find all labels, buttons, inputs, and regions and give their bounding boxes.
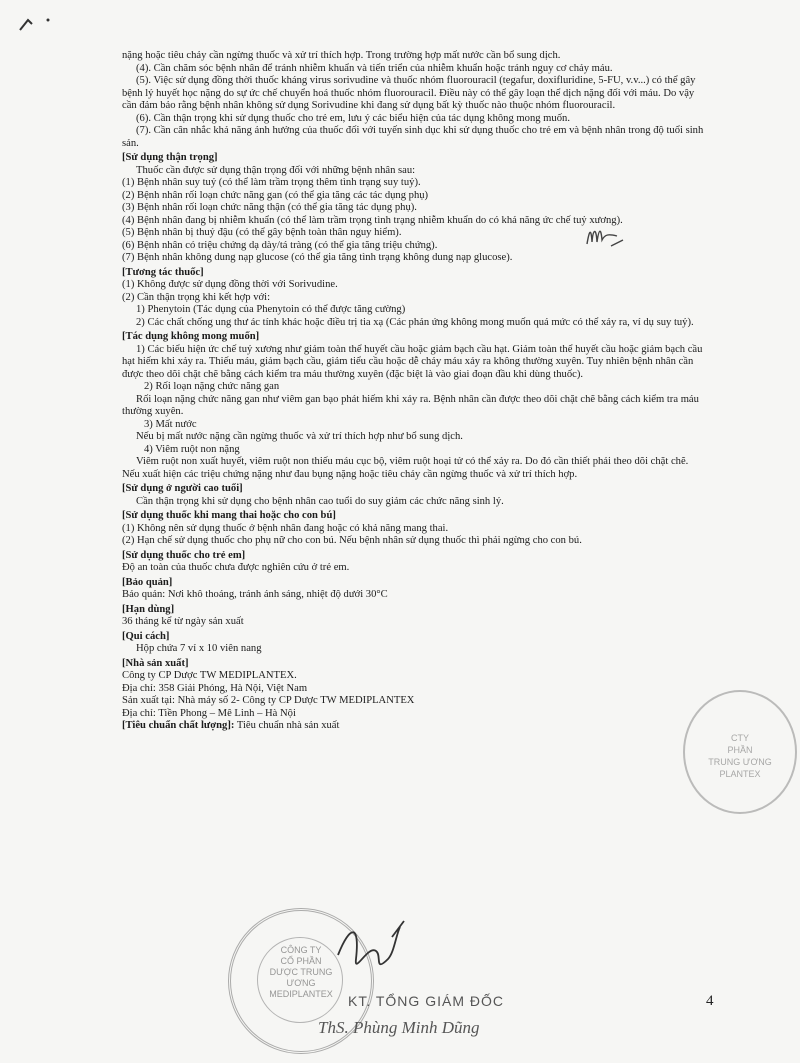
quality-text: Tiêu chuẩn nhà sản xuất [236,720,340,731]
text-line: (7). Cần cân nhắc khả năng ảnh hưởng của thuốc đối với tuyến sinh dục khi sử dụng thuốc cho trẻ em và bệnh nhân trong độ tuổi sinh sản. [122,125,704,149]
caution-item: (5) Bệnh nhân bị thuỷ đậu (có thể gây bệnh toàn thân nguy hiểm). [122,227,402,238]
adverse-paragraph: Nếu bị mất nước nặng cần ngừng thuốc và xử trí thích hợp như bổ sung dịch. [136,431,463,442]
text-line: (4). Cần chăm sóc bệnh nhân để tránh nhiễm khuẩn và tiến triển của nhiễm khuẩn hoặc tránh nguy cơ chảy máu. [136,62,613,74]
stamp-text [705,732,775,780]
section-heading-pregnancy: [Sử dụng thuốc khi mang thai hoặc cho con bú] [122,510,336,521]
caution-item: (6) Bệnh nhân có triệu chứng dạ dày/tá tràng (có thể gia tăng triệu chứng). [122,239,438,251]
pregnancy-item: (1) Không nên sử dụng thuốc ở bệnh nhân đang hoặc có khả năng mang thai. [122,522,449,534]
section-heading-adverse: [Tác dụng không mong muốn] [122,331,260,342]
pregnancy-item: (2) Hạn chế sử dụng thuốc cho phụ nữ cho con bú. Nếu bệnh nhân sử dụng thuốc thì phải ngừng cho con bú. [122,535,582,546]
packaging-text: Hộp chứa 7 vỉ x 10 viên nang [136,643,262,654]
adverse-paragraph: Viêm ruột non xuất huyết, viêm ruột non thiếu máu cục bộ, viêm ruột hoại tử có thể xảy ra. Do đó cần thiết phải theo dõi chặt chẽ. Nếu xuất hiện các triệu chứng nặng như đau bụng nặng hoặc tiêu chảy cần ngừng thuốc và xử trí thích hợp. [122,456,689,480]
adverse-paragraph: Rối loạn nặng chức năng gan như viêm gan bạo phát hiếm khi xảy ra. Bệnh nhân cần được theo dõi chặt chẽ bằng cách kiểm tra máu thường xuyên. [122,393,699,417]
stamp-line: PLANTEX [719,769,761,779]
text-line: (6). Cần thận trọng khi sử dụng thuốc cho trẻ em, lưu ý các biểu hiện của tác dụng không mong muốn. [136,112,570,124]
elderly-text: Cần thận trọng khi sử dụng cho bệnh nhân cao tuổi do suy giảm các chức năng sinh lý. [136,495,504,507]
caution-item: (7) Bệnh nhân không dung nạp glucose (có thể gia tăng tình trạng không dung nạp glucose). [122,252,513,263]
stamp-line: CỔ PHẦN [280,956,322,966]
adverse-paragraph: 1) Các biểu hiện ức chế tuỷ xương như giảm toàn thể huyết cầu hoặc giảm bạch cầu hạt. Giảm toàn thể huyết cầu hoặc giảm bạch cầu hạt hiếm khi xảy ra. Thiếu máu, giảm bạch cầu, giảm tiểu cầu hoặc dễ chảy máu xảy ra không thường xuyên. Tuy nhiên bệnh nhân cần được theo dõi chặt chẽ bằng cách kiểm tra máu thường xuyên (đặc biệt là vào giai đoạn đầu khi dùng thuốc). [122,343,703,380]
children-text: Độ an toàn của thuốc chưa được nghiên cứu ở trẻ em. [122,562,350,573]
signatory-name: ThS. Phùng Minh Dũng [318,1018,480,1037]
text-line: (5). Việc sử dụng đồng thời thuốc kháng virus sorivudine và thuốc nhóm fluorouracil (tegafur, doxifluridine, 5-FU, v.v...) có thể gây bệnh lý huyết học nặng do sự ức chế chuyển hoá thuốc nhóm fluorouracil. Điều này có thể gây loạn thể dịch nặng đối với máu. Do vậy cần đảm bảo rằng bệnh nhân không sử dụng Sorivudine khi đang sử dụng bất kỳ thuốc nào thuộc nhóm fluorouracil. [122,75,696,111]
manufacturer-address: Địa chỉ: 358 Giải Phóng, Hà Nội, Việt Nam [122,682,308,694]
stamp-line: TRUNG ƯƠNG [708,757,772,767]
company-stamp-partial [683,690,797,814]
interaction-subitem: 1) Phenytoin (Tác dụng của Phenytoin có thể được tăng cường) [136,304,406,315]
stamp-text [261,945,341,1000]
expiry-text: 36 tháng kể từ ngày sản xuất [122,616,244,627]
manufacturer-factory: Sản xuất tại: Nhà máy số 2- Công ty CP Dược TW MEDIPLANTEX [122,695,415,706]
section-heading-caution: [Sử dụng thận trọng] [122,152,218,163]
section-heading-manufacturer: [Nhà sản xuất] [122,657,189,669]
interaction-item: (1) Không được sử dụng đồng thời với Sorivudine. [122,279,338,290]
adverse-subheading: 4) Viêm ruột non nặng [144,443,240,455]
signature-scribble [330,915,410,985]
caution-item: (2) Bệnh nhân rối loạn chức năng gan (có thể gia tăng các tác dụng phụ) [122,189,429,201]
caution-item: (1) Bệnh nhân suy tuỷ (có thể làm trầm trọng thêm tình trạng suy tuỷ). [122,177,421,188]
stamp-line: CÔNG TY [280,945,322,955]
caution-item: (4) Bệnh nhân đang bị nhiễm khuẩn (có thể làm trầm trọng tình trạng nhiễm khuẩn do có khả năng ức chế tuỷ xương). [122,214,623,226]
section-heading-storage: [Bảo quản] [122,576,173,588]
stamp-line: CTY [731,733,749,743]
interaction-item: (2) Cần thận trọng khi kết hợp với: [122,291,271,303]
section-heading-quality: [Tiêu chuẩn chất lượng]: [122,720,235,731]
signature-title: KT. TỔNG GIÁM ĐỐC [348,993,504,1009]
adverse-subheading: 2) Rối loạn nặng chức năng gan [144,381,280,392]
section-heading-elderly: [Sử dụng ở người cao tuổi] [122,483,243,494]
storage-text: Bảo quản: Nơi khô thoáng, tránh ánh sáng, nhiệt độ dưới 30°C [122,589,388,600]
section-heading-interactions: [Tương tác thuốc] [122,266,204,278]
text-line: nặng hoặc tiêu chảy cần ngừng thuốc và xử trí thích hợp. Trong trường hợp mất nước cần bổ sung dịch. [122,50,561,61]
document-body [122,50,707,733]
manufacturer-name: Công ty CP Dược TW MEDIPLANTEX. [122,670,297,681]
stamp-line: MEDIPLANTEX [269,989,333,999]
interaction-subitem: 2) Các chất chống ung thư ác tính khác hoặc điều trị tia xạ (Các phản ứng không mong muốn quá mức có thể xảy ra, ví dụ suy tuỷ). [136,316,694,328]
manufacturer-factory-address: Địa chỉ: Tiền Phong – Mê Linh – Hà Nội [122,707,296,719]
quality-line [122,720,707,733]
stamp-line: PHẦN [727,745,753,755]
handwritten-initials [583,222,633,252]
scan-corner-mark [18,14,58,34]
stamp-line: DƯỢC TRUNG ƯƠNG [269,967,333,988]
section-heading-children: [Sử dụng thuốc cho trẻ em] [122,549,246,561]
adverse-subheading: 3) Mất nước [144,418,197,430]
section-heading-packaging: [Qui cách] [122,630,170,642]
caution-item: (3) Bệnh nhân rối loạn chức năng thận (có thể gia tăng tác dụng phụ). [122,202,417,213]
section-intro: Thuốc cần được sử dụng thận trọng đối với những bệnh nhân sau: [136,164,416,176]
section-heading-expiry: [Hạn dùng] [122,603,175,615]
page-number: 4 [706,993,714,1009]
